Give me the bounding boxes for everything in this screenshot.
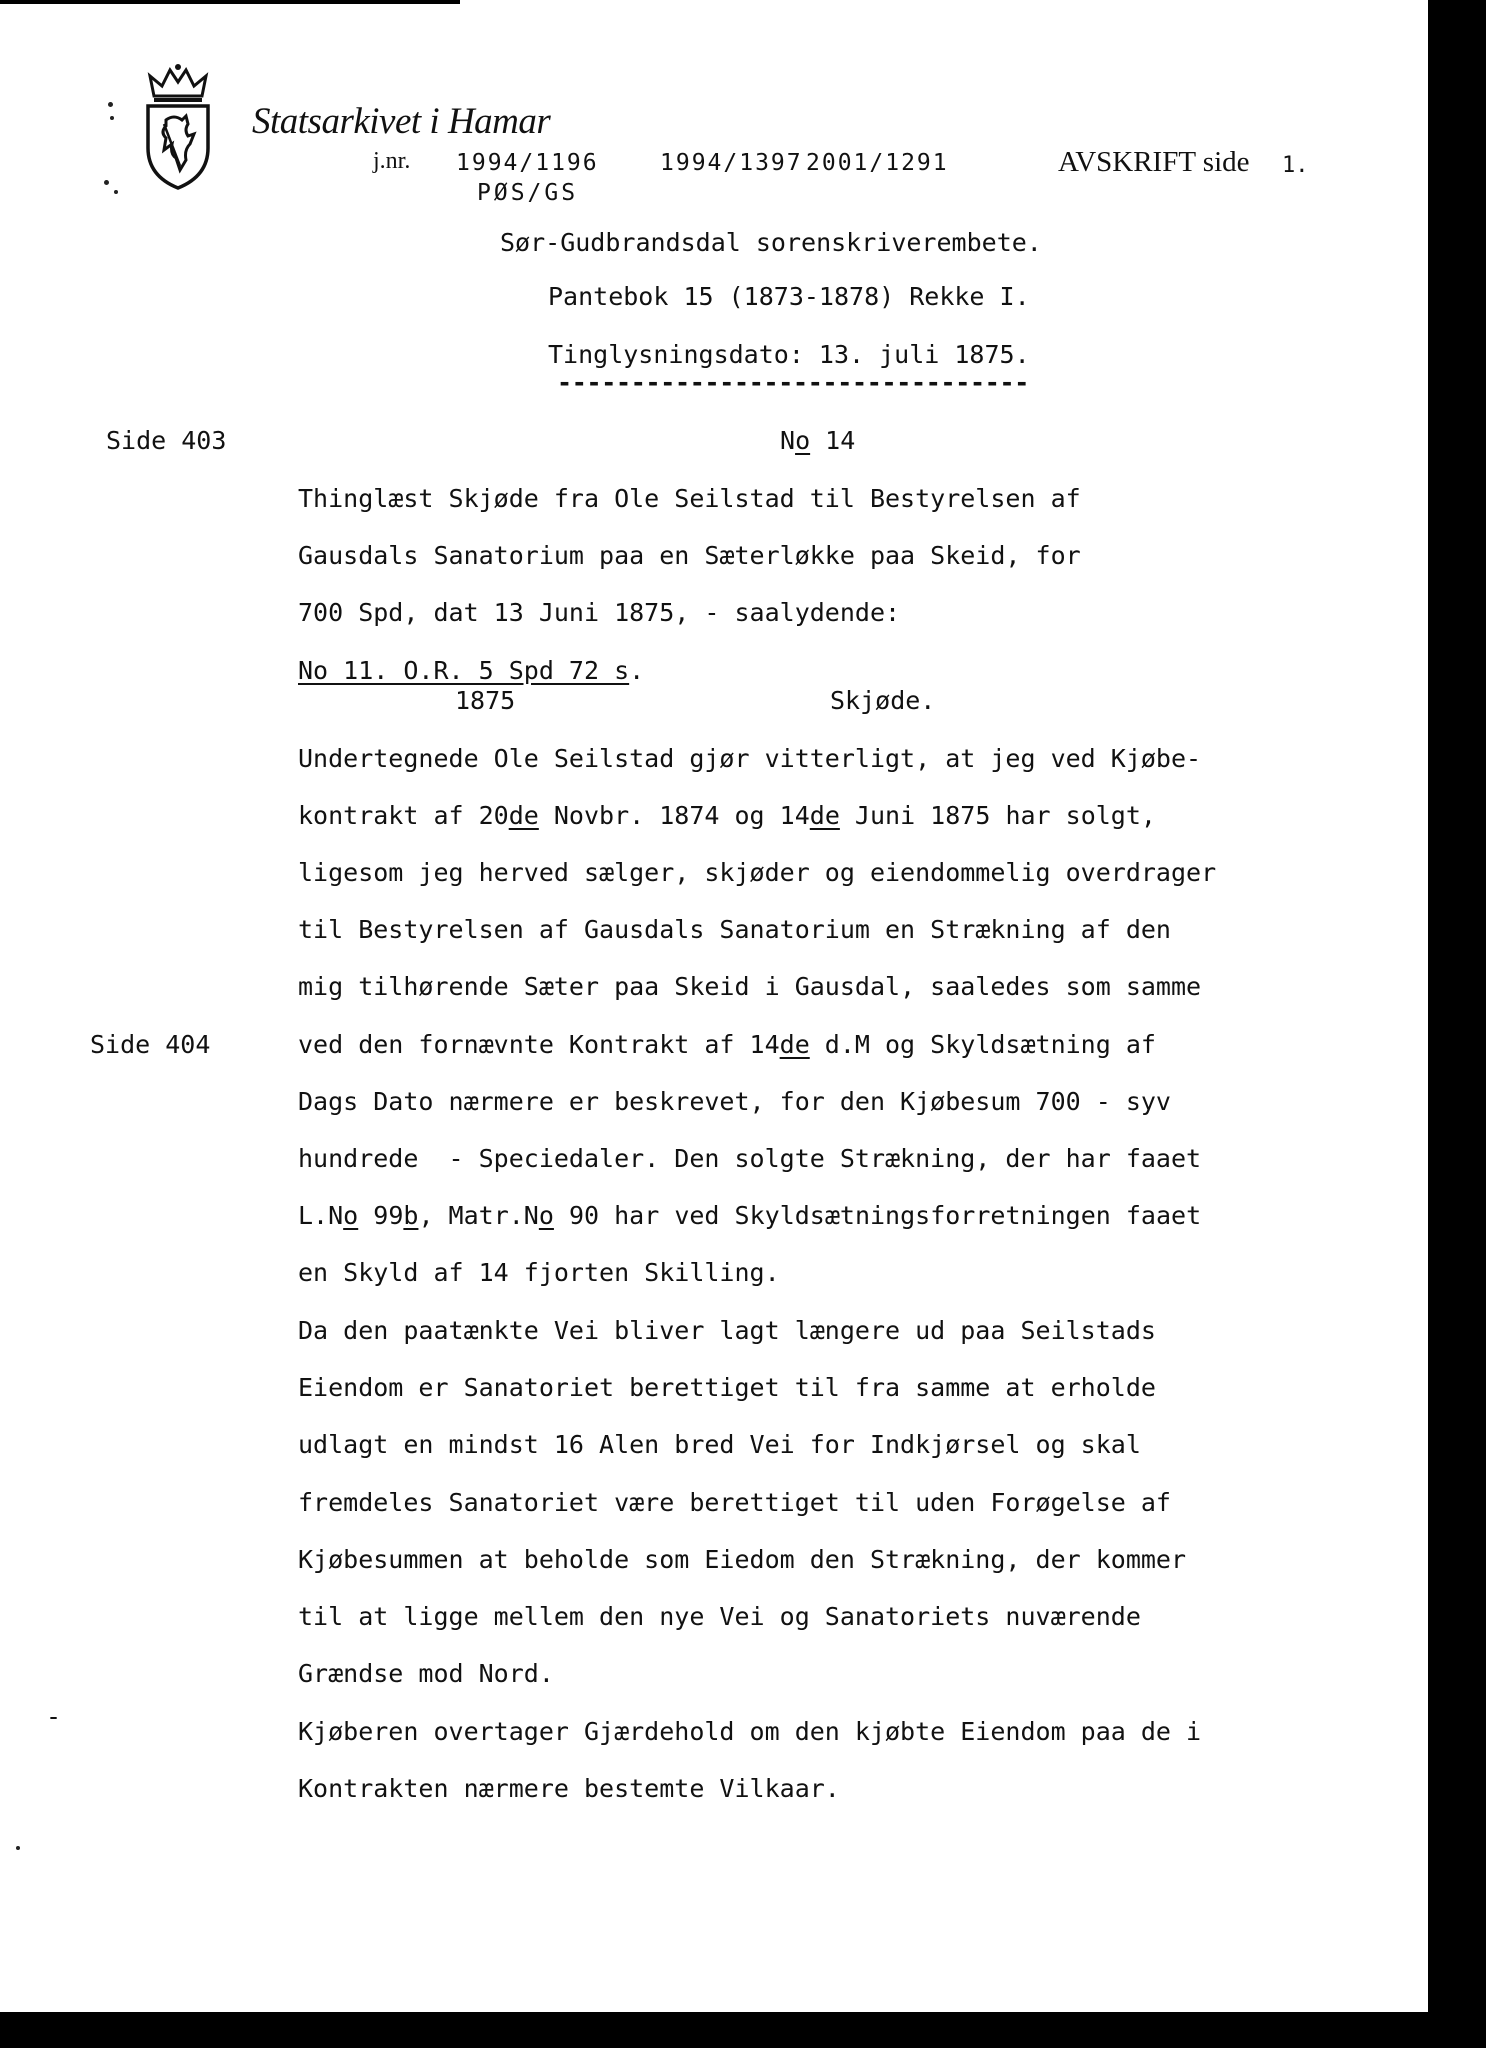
journal-number-3: 2001/1291 xyxy=(806,150,949,176)
body-line: L.No 99b, Matr.No 90 har ved Skyldsætningsforretningen faaet xyxy=(298,1201,1202,1230)
date-line: Tinglysningsdato: 13. juli 1875. xyxy=(548,340,1030,369)
margin-side-403: Side 403 xyxy=(106,426,227,455)
body-line: Dags Dato nærmere er beskrevet, for den Kjøbesum 700 - syv xyxy=(298,1087,1171,1116)
archive-name: Statsarkivet i Hamar xyxy=(252,101,551,142)
year-line: 1875 xyxy=(455,686,516,715)
office-line: Sør-Gudbrandsdal sorenskriverembete. xyxy=(500,228,1042,257)
body-line: Da den paatænkte Vei bliver lagt længere ud paa Seilstads xyxy=(298,1316,1156,1345)
body-line: hundrede - Speciedaler. Den solgte Strækning, der har faaet xyxy=(298,1144,1202,1173)
body-line: Grændse mod Nord. xyxy=(298,1659,554,1688)
body-line: ved den fornævnte Kontrakt af 14de d.M og Skyldsætning af xyxy=(298,1030,1156,1059)
scan-speck xyxy=(104,180,109,185)
scan-speck xyxy=(110,116,114,120)
body-line: Gausdals Sanatorium paa en Sæterløkke paa Skeid, for xyxy=(298,541,1081,570)
body-line: fremdeles Sanatoriet være berettiget til uden Forøgelse af xyxy=(298,1488,1171,1517)
scan-top-edge xyxy=(0,0,460,4)
body-line: Kontrakten nærmere bestemte Vilkaar. xyxy=(298,1774,840,1803)
scan-speck xyxy=(114,190,118,194)
journal-number-1: 1994/1196 xyxy=(456,150,599,176)
body-line: til Bestyrelsen af Gausdals Sanatorium en Strækning af den xyxy=(298,915,1171,944)
scan-speck xyxy=(16,1846,20,1850)
body-line: til at ligge mellem den nye Vei og Sanatoriets nuværende xyxy=(298,1602,1141,1631)
body-line: Kjøbesummen at beholde som Eiedom den Strækning, der kommer xyxy=(298,1545,1187,1574)
title-rule: -------------------------------- xyxy=(557,368,1030,397)
avskrift-page: 1. xyxy=(1282,153,1309,178)
scan-right-border xyxy=(1428,0,1486,2048)
norwegian-coat-of-arms-icon xyxy=(140,62,216,192)
fee-line: No 11. O.R. 5 Spd 72 s. xyxy=(298,656,645,685)
body-line: Thinglæst Skjøde fra Ole Seilstad til Bestyrelsen af xyxy=(298,484,1081,513)
body-line: Kjøberen overtager Gjærdehold om den kjøbte Eiendom paa de i xyxy=(298,1717,1202,1746)
initials: PØS/GS xyxy=(477,180,579,206)
journal-number-2: 1994/1397 xyxy=(660,150,803,176)
body-line: Undertegnede Ole Seilstad gjør vitterligt, at jeg ved Kjøbe- xyxy=(298,744,1202,773)
body-line: 700 Spd, dat 13 Juni 1875, - saalydende: xyxy=(298,598,901,627)
body-line: mig tilhørende Sæter paa Skeid i Gausdal, saaledes som samme xyxy=(298,972,1202,1001)
body-line: ligesom jeg herved sælger, skjøder og eiendommelig overdrager xyxy=(298,858,1217,887)
margin-dash: - xyxy=(46,1702,62,1731)
scan-speck xyxy=(108,102,113,107)
margin-side-404: Side 404 xyxy=(90,1030,211,1059)
avskrift-label: AVSKRIFT side xyxy=(1058,146,1250,178)
document-heading: Skjøde. xyxy=(830,686,936,715)
body-line: en Skyld af 14 fjorten Skilling. xyxy=(298,1258,780,1287)
body-line: kontrakt af 20de Novbr. 1874 og 14de Juni 1875 har solgt, xyxy=(298,801,1156,830)
jnr-label: j.nr. xyxy=(373,148,411,174)
body-line: udlagt en mindst 16 Alen bred Vei for Indkjørsel og skal xyxy=(298,1430,1141,1459)
volume-line: Pantebok 15 (1873-1878) Rekke I. xyxy=(548,282,1030,311)
entry-number: No 14 xyxy=(780,426,856,455)
body-line: Eiendom er Sanatoriet berettiget til fra samme at erholde xyxy=(298,1373,1156,1402)
